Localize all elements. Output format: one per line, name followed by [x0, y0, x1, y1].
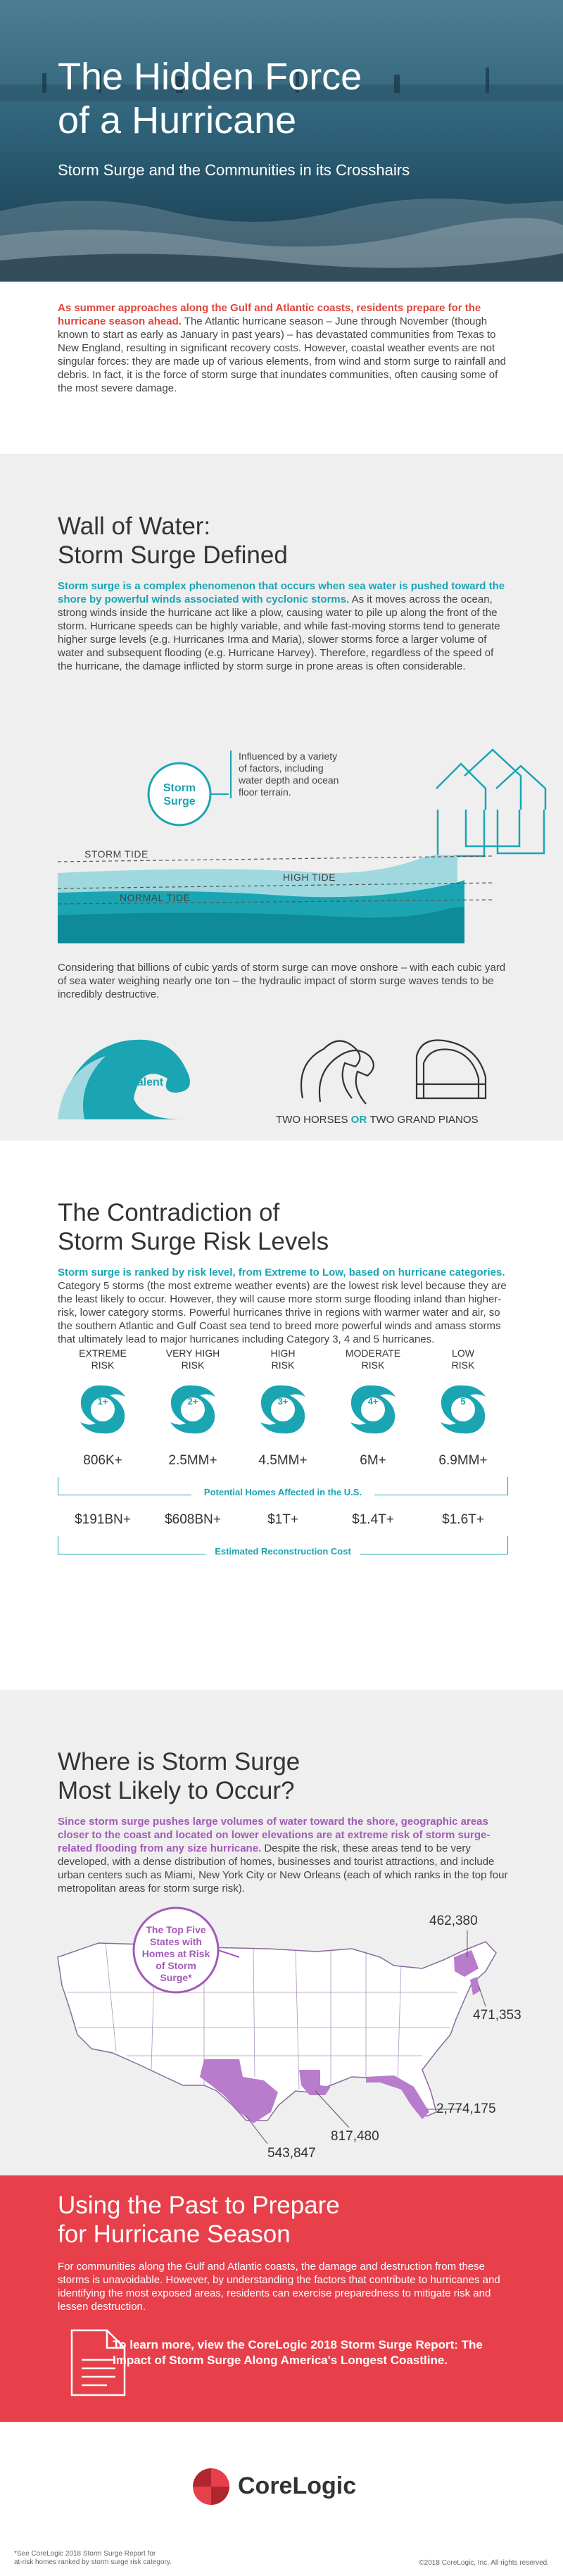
equiv-pianos: TWO GRAND PIANOS: [369, 1114, 479, 1126]
stat-florida: 2,774,175: [436, 2101, 496, 2116]
corelogic-logo-icon: [190, 2465, 232, 2508]
homes-caption: Potential Homes Affected in the U.S.: [191, 1487, 374, 1497]
storm-surge-diagram: [0, 810, 563, 943]
footer: [0, 2422, 563, 2576]
weight-paragraph: Considering that billions of cubic yards of storm surge can move onshore – with each cubic yard of sea water weighing nearly one ton – the hydraulic impact of storm surge waves tends to be incredibly destructive.: [58, 962, 506, 1000]
past-heading-line-1: Using the Past to Prepare: [58, 2192, 340, 2219]
corelogic-wordmark: CoreLogic: [238, 2473, 357, 2499]
hurricane-icon: [75, 1381, 131, 1438]
risk-level-label-line-1: LOW: [452, 1347, 474, 1359]
page-title: [58, 55, 508, 142]
risk-level-label-line-2: RISK: [91, 1359, 115, 1371]
cost-value: $1.4T+: [352, 1512, 394, 1527]
surge-label: Storm Surge: [163, 782, 196, 808]
hurricane-icon: [165, 1381, 221, 1438]
equiv-or: OR: [348, 1114, 370, 1126]
hurricane-icon: [435, 1381, 491, 1438]
intro-lead: As summer approaches along the Gulf and Atlantic coasts, residents prepare for the hurricane season ahead.: [58, 302, 481, 327]
ton-label: One ton of water is the equivalent of:: [107, 1050, 181, 1088]
where-heading-line-1: Where is Storm Surge: [58, 1748, 301, 1776]
homes-value: 806K+: [83, 1453, 122, 1468]
risk-level-very-high: [148, 1347, 238, 1531]
category-label: 3+: [277, 1396, 289, 1407]
cost-value: $191BN+: [75, 1512, 131, 1527]
storm-tide-label: STORM TIDE: [84, 848, 148, 860]
high-tide-label: HIGH TIDE: [283, 872, 336, 883]
risk-level-high: [238, 1347, 328, 1531]
risk-level-label: [418, 1347, 508, 1371]
where-heading-line-2: Most Likely to Occur?: [58, 1777, 295, 1804]
intro-body: The Atlantic hurricane season – June through November (though known to start as early as January in past years) – has devastated communities from Texas to New England, resulting in significant recovery costs. However, coastal weather events are not singular forces: they are made up of various elements, from wind and storm surge to rainfall and debris. In fact, it is the force of storm surge that inundates communities, often causing some of the most severe damage.: [58, 315, 506, 394]
risk-level-label-line-2: RISK: [181, 1359, 205, 1371]
equivalence-caption: [276, 1114, 479, 1126]
homes-value: 4.5MM+: [258, 1453, 308, 1468]
footnote-line-1: *See CoreLogic 2018 Storm Surge Report for: [14, 2550, 156, 2558]
past-heading-line-2: for Hurricane Season: [58, 2220, 291, 2248]
risk-level-label: [238, 1347, 328, 1371]
risk-level-label-line-1: HIGH: [270, 1347, 296, 1359]
risk-level-low: [418, 1347, 508, 1531]
risk-level-extreme: [58, 1347, 148, 1531]
house-icon: [464, 750, 521, 810]
risk-level-moderate: [328, 1347, 418, 1531]
homes-value: 6M+: [360, 1453, 386, 1468]
surge-diagram-section: [0, 750, 563, 1141]
copyright: ©2018 CoreLogic, Inc. All rights reserved.: [419, 2559, 549, 2567]
category-label: 1+: [97, 1396, 108, 1407]
cost-value: $1.6T+: [442, 1512, 484, 1527]
stat-texas: 543,847: [267, 2146, 316, 2161]
risk-level-label: [148, 1347, 238, 1371]
homes-value: 2.5MM+: [168, 1453, 217, 1468]
risk-lead: Storm surge is ranked by risk level, from Extreme to Low, based on hurricane categories.: [58, 1267, 505, 1278]
us-map: [0, 1901, 563, 2168]
risk-level-label-line-1: VERY HIGH: [165, 1347, 220, 1359]
where-section: [0, 1690, 563, 2175]
hurricane-icon: [345, 1381, 401, 1438]
wall-heading: [58, 512, 288, 570]
title-line-1: The Hidden Force: [58, 56, 362, 98]
footnote: [14, 2550, 225, 2567]
risk-level-label-line-1: EXTREME: [79, 1347, 127, 1359]
influence-note: Influenced by a variety of factors, including water depth and ocean floor terrain.: [230, 750, 339, 798]
category-label: 2+: [187, 1396, 198, 1407]
stat-louisiana: 817,480: [331, 2129, 379, 2144]
horses-icon: [301, 1041, 374, 1104]
hero-banner: [0, 0, 563, 282]
risk-body: Category 5 storms (the most extreme weather events) are the lowest risk level because they are the least likely to occur. However, they will cause more storm surge flooding inland than higher-risk, lower category storms. Powerful hurricanes thrive in regions with warmer water and air, so the southern Atlantic and Gulf Coast sea tend to breed more powerful winds and amass storms that ultimately lead to major hurricanes including Category 3, 4 and 5 hurricanes.: [58, 1280, 507, 1345]
where-paragraph: [58, 1815, 508, 1895]
wall-heading-line-2: Storm Surge Defined: [58, 541, 288, 569]
risk-level-label-line-2: RISK: [451, 1359, 475, 1371]
intro-paragraph: [58, 301, 508, 395]
risk-level-label-line-2: RISK: [361, 1359, 385, 1371]
past-paragraph: For communities along the Gulf and Atlantic coasts, the damage and destruction from these storms is unavoidable. However, by understanding the factors that contribute to hurricanes and identifying the most exposed areas, residents can exercise preparedness to mitigate risk and lessen destruction.: [58, 2261, 500, 2313]
stat-new-jersey: 471,353: [473, 2008, 521, 2023]
house-icon: [436, 764, 486, 810]
where-lead: Since storm surge pushes large volumes of water toward the shore, geographic areas closer to the coast and located on lower elevations are at extreme risk of storm surge-related flooding from any size hurricane.: [58, 1816, 491, 1854]
equiv-horses: TWO HORSES: [276, 1114, 348, 1126]
homes-value: 6.9MM+: [438, 1453, 488, 1468]
risk-levels-grid: [58, 1347, 508, 1587]
report-cta-link[interactable]: To learn more, view the CoreLogic 2018 Storm Surge Report: The Impact of Storm Surge Along America's Longest Coastline.: [113, 2338, 483, 2367]
risk-level-label: [58, 1347, 148, 1371]
cost-value: $608BN+: [165, 1512, 221, 1527]
category-label: 4+: [367, 1396, 379, 1407]
where-body: Despite the risk, these areas tend to be very developed, with a dense distribution of homes, businesses and tourist attractions, and include urban centers such as Miami, New York City or New Orleans (each of which ranks in the top four metropolitan areas for storm surge risk).: [58, 1842, 508, 1895]
page-subtitle: Storm Surge and the Communities in its Crosshairs: [58, 161, 410, 179]
stat-new-york: 462,380: [429, 1914, 478, 1928]
risk-heading: [58, 1198, 329, 1256]
risk-levels-section: [0, 1141, 563, 1690]
wall-lead: Storm surge is a complex phenomenon that occurs when sea water is pushed toward the shore by powerful winds associated with cyclonic storms.: [58, 580, 505, 605]
pianos-icon: [417, 1041, 486, 1099]
risk-heading-line-2: Storm Surge Risk Levels: [58, 1228, 329, 1255]
hurricane-icon: [255, 1381, 311, 1438]
past-heading: [58, 2191, 340, 2249]
wall-heading-line-1: Wall of Water:: [58, 513, 211, 540]
cost-caption: Estimated Reconstruction Cost: [205, 1546, 360, 1557]
where-heading: [58, 1747, 300, 1805]
risk-level-label: [328, 1347, 418, 1371]
footnote-line-2: at-risk homes ranked by storm surge risk category.: [14, 2558, 172, 2566]
normal-tide-label: NORMAL TIDE: [120, 892, 191, 903]
category-label: 5: [460, 1396, 466, 1407]
risk-level-label-line-1: MODERATE: [345, 1347, 401, 1359]
cost-value: $1T+: [267, 1512, 298, 1527]
surge-callout: [144, 755, 229, 839]
risk-paragraph: [58, 1266, 508, 1346]
title-line-2: of a Hurricane: [58, 99, 297, 142]
risk-level-label-line-2: RISK: [271, 1359, 295, 1371]
wall-of-water-section: [0, 454, 563, 746]
risk-heading-line-1: The Contradiction of: [58, 1199, 280, 1226]
intro-section: [0, 282, 563, 454]
wall-body: As it moves across the ocean, strong winds inside the hurricane act like a plow, causing water to pile up along the front of the storm. Hurricane speeds can be highly variable, and while fast-moving storms tend to generate higher surge levels (e.g. Hurricanes Irma and Maria), slower storms force a larger volume of water and subsequent flooding (e.g. Hurricane Harvey). Therefore, regardless of the speed of the hurricane, the damage inflicted by storm surge in prone areas is often considerable.: [58, 593, 500, 672]
wall-paragraph: [58, 579, 508, 673]
corelogic-logo: [190, 2465, 373, 2508]
top-five-callout: The Top Five States with Homes at Risk of Storm Surge*: [141, 1924, 210, 1983]
